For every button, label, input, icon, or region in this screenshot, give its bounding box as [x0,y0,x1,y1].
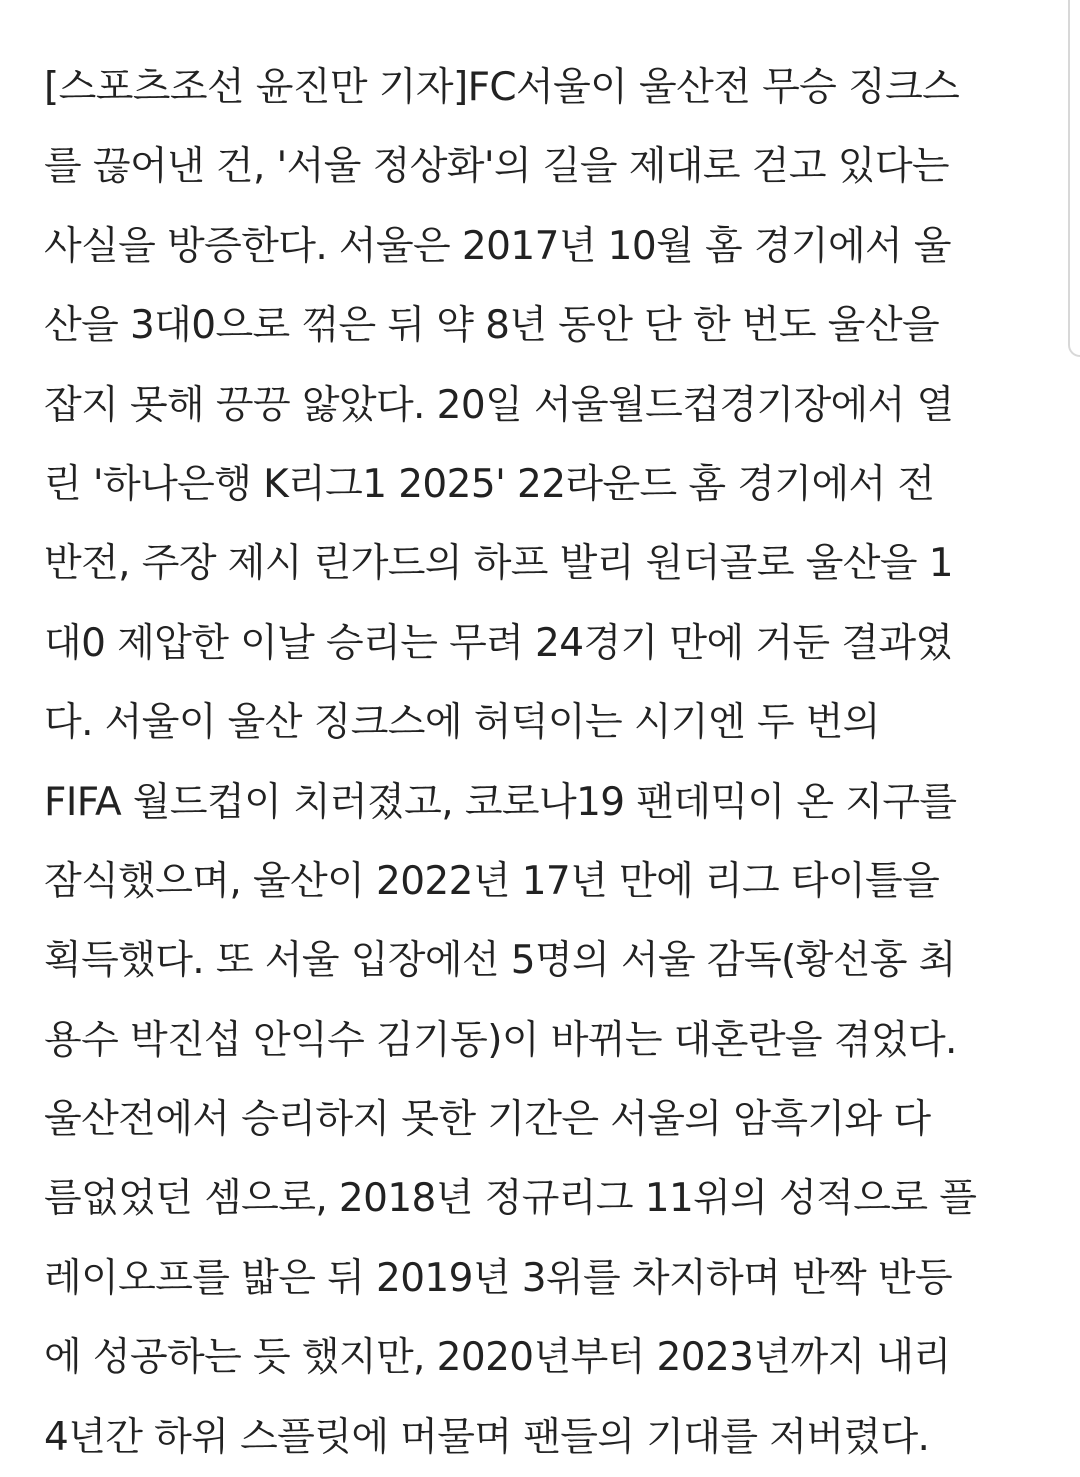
article-line: 4년간 하위 스플릿에 머물며 팬들의 기대를 저버렸다. [44,1414,930,1460]
article-body [44,48,1044,1477]
article-line: FIFA 월드컵이 치러졌고, 코로나19 팬데믹이 온 지구를 [44,779,957,825]
article-line: 레이오프를 밟은 뒤 2019년 3위를 차지하며 반짝 반등 [44,1255,953,1301]
scrollbar-thumb[interactable] [1068,0,1080,357]
article-line: 울산전에서 승리하지 못한 기간은 서울의 암흑기와 다 [44,1097,931,1143]
article-line: 반전, 주장 제시 린가드의 하프 발리 원더골로 울산을 1 [44,541,953,587]
article-line: 대0 제압한 이날 승리는 무려 24경기 만에 거둔 결과였 [44,620,953,666]
article-line: 산을 3대0으로 꺾은 뒤 약 8년 동안 단 한 번도 울산을 [44,303,940,349]
article-line: 사실을 방증한다. 서울은 2017년 10월 홈 경기에서 울 [44,223,951,269]
article-line: 잡지 못해 끙끙 앓았다. 20일 서울월드컵경기장에서 열 [44,382,954,428]
vertical-scrollbar[interactable] [1068,0,1080,355]
article-line: 잠식했으며, 울산이 2022년 17년 만에 리그 타이틀을 [44,858,940,904]
article-line: 용수 박진섭 안익수 김기동)이 바뀌는 대혼란을 겪었다. [44,1017,957,1063]
article-line: 다. 서울이 울산 징크스에 허덕이는 시기엔 두 번의 [44,700,880,746]
article-line: 획득했다. 또 서울 입장에선 5명의 서울 감독(황선홍 최 [44,938,956,984]
article-line: [스포츠조선 윤진만 기자]FC서울이 울산전 무승 징크스 [44,65,960,110]
article-line: 름없었던 셈으로, 2018년 정규리그 11위의 성적으로 플 [44,1176,977,1222]
article-line: 린 '하나은행 K리그1 2025' 22라운드 홈 경기에서 전 [44,461,935,507]
article-line: 를 끊어낸 건, '서울 정상화'의 길을 제대로 걷고 있다는 [44,144,949,190]
article-line: 에 성공하는 듯 했지만, 2020년부터 2023년까지 내리 [44,1335,951,1381]
